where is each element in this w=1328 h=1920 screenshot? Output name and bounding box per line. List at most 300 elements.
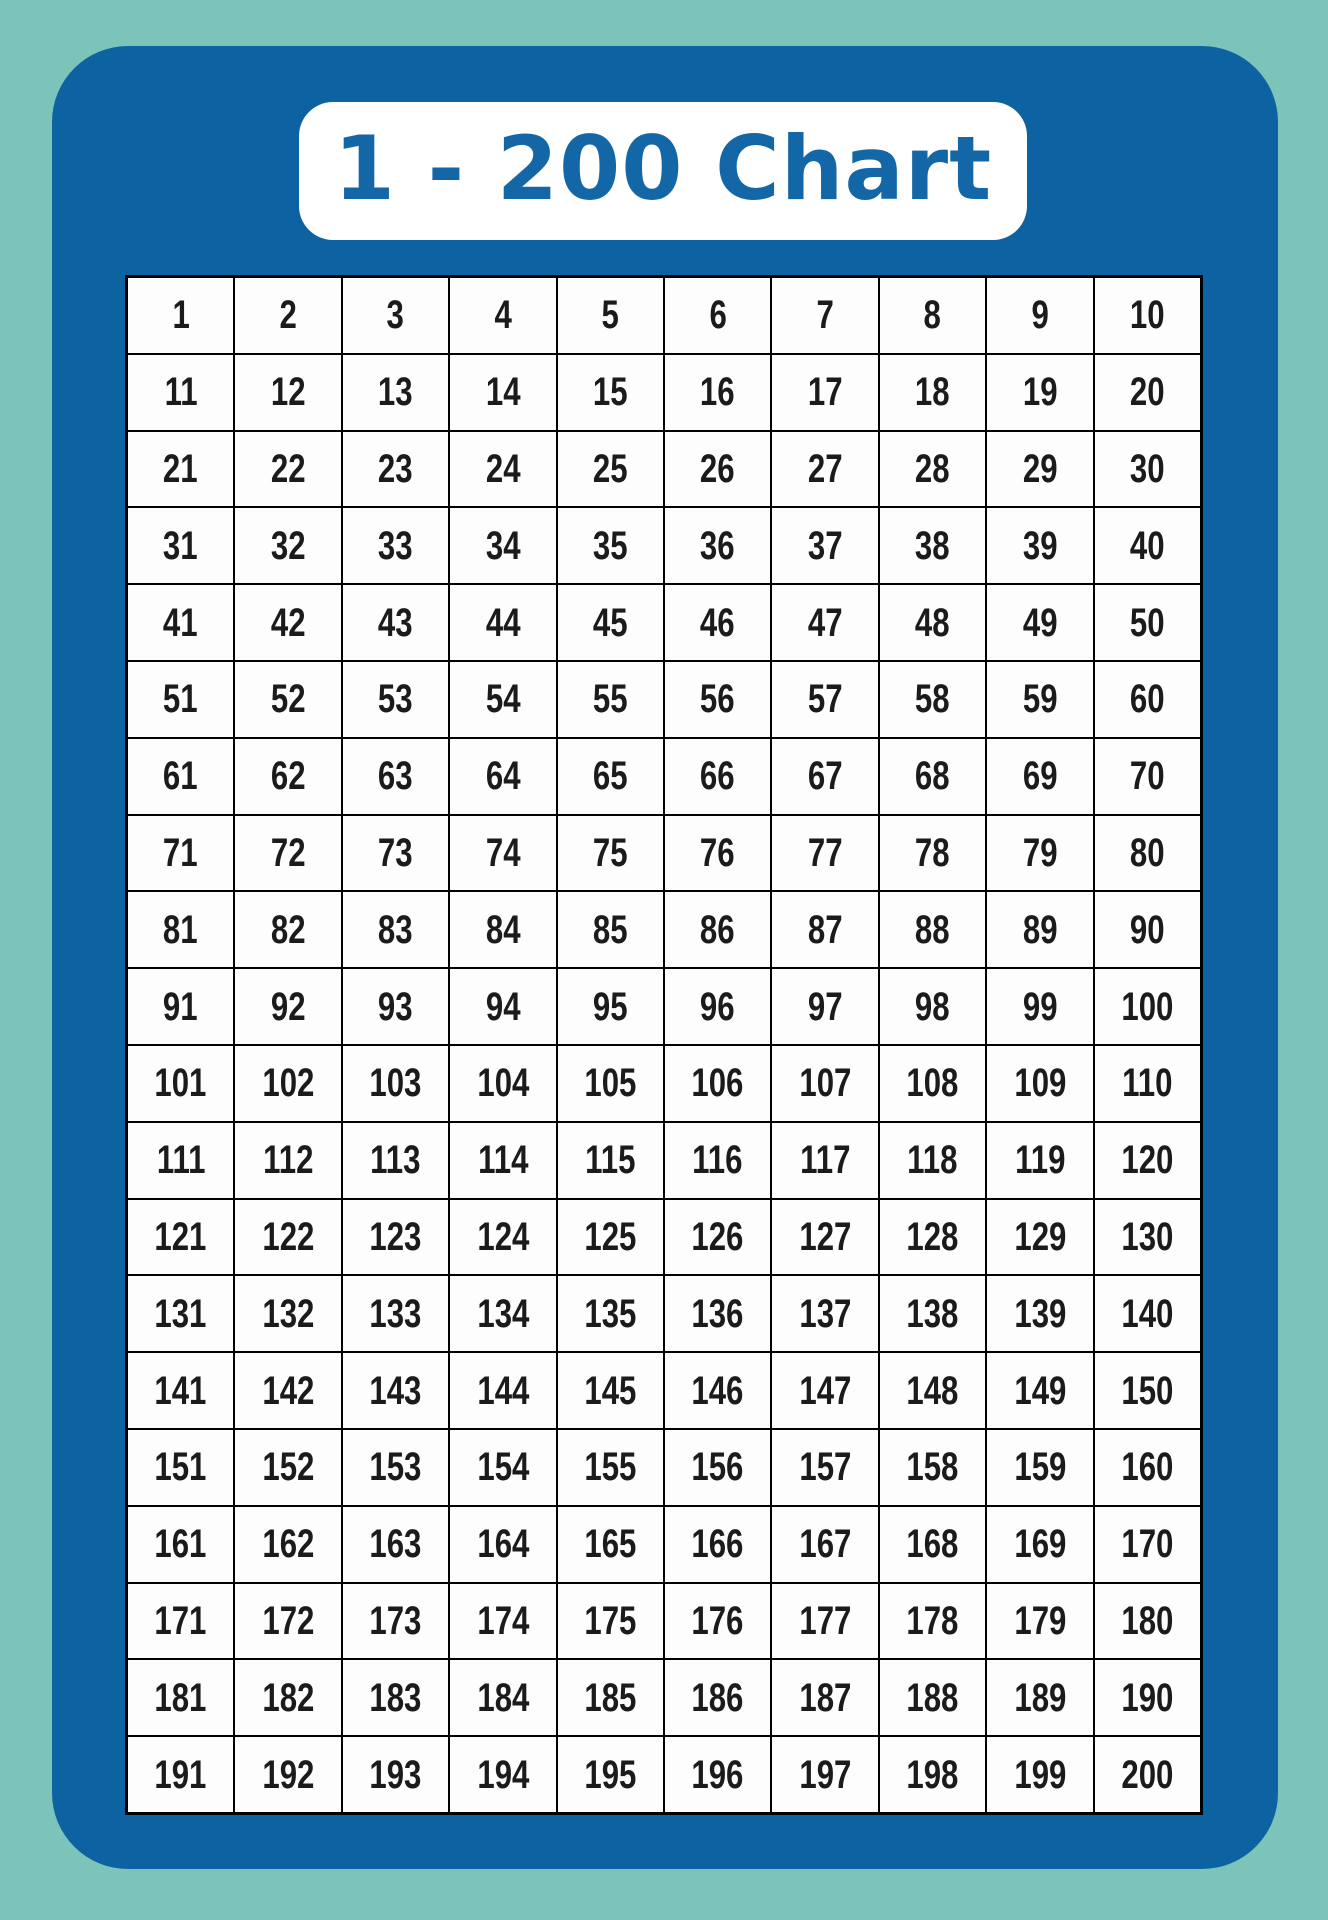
grid-cell-number: 93 <box>378 984 413 1029</box>
grid-cell-number: 120 <box>1121 1138 1174 1183</box>
grid-cell-number: 184 <box>476 1675 529 1720</box>
grid-cell-number: 147 <box>799 1368 852 1413</box>
grid-cell-number: 9 <box>1031 293 1049 338</box>
grid-cell <box>343 585 448 660</box>
grid-cell-number: 164 <box>476 1522 529 1567</box>
grid-cell <box>880 662 985 737</box>
grid-cell <box>128 739 233 814</box>
grid-cell-number: 155 <box>584 1445 637 1490</box>
grid-cell <box>772 1353 877 1428</box>
grid-cell <box>235 1046 340 1121</box>
grid-cell-number: 139 <box>1013 1291 1066 1336</box>
grid-cell <box>343 1276 448 1351</box>
grid-cell <box>880 1507 985 1582</box>
grid-cell-number: 107 <box>799 1061 852 1106</box>
grid-cell <box>772 508 877 583</box>
grid-cell <box>235 1660 340 1735</box>
grid-cell <box>450 1046 555 1121</box>
grid-cell <box>128 1353 233 1428</box>
grid-cell <box>450 1200 555 1275</box>
grid-cell-number: 52 <box>270 677 306 722</box>
grid-cell-number: 186 <box>691 1675 744 1720</box>
grid-cell-number: 82 <box>270 907 306 952</box>
grid-cell <box>558 1353 663 1428</box>
grid-cell <box>772 585 877 660</box>
grid-cell-number: 196 <box>691 1752 744 1797</box>
grid-cell-number: 69 <box>1022 754 1058 799</box>
grid-cell-number: 3 <box>386 293 405 338</box>
grid-cell-number: 172 <box>262 1598 315 1643</box>
grid-cell-number: 70 <box>1129 754 1165 799</box>
grid-cell-number: 45 <box>592 600 628 645</box>
grid-cell-number: 65 <box>592 754 628 799</box>
grid-cell <box>450 1430 555 1505</box>
grid-cell-number: 137 <box>799 1291 852 1336</box>
grid-cell-number: 124 <box>476 1214 529 1259</box>
grid-cell <box>235 1584 340 1659</box>
grid-cell <box>558 1046 663 1121</box>
grid-cell <box>450 1507 555 1582</box>
page-title: 1 - 200 Chart <box>333 117 993 220</box>
grid-cell <box>558 1737 663 1812</box>
grid-cell-number: 77 <box>807 830 843 875</box>
grid-cell-number: 49 <box>1022 600 1058 645</box>
grid-cell <box>665 1584 770 1659</box>
grid-cell-number: 85 <box>592 907 628 952</box>
grid-cell <box>880 816 985 891</box>
grid-cell-number: 91 <box>163 984 199 1029</box>
grid-cell <box>880 1123 985 1198</box>
grid-cell <box>1095 969 1200 1044</box>
grid-cell <box>665 278 770 353</box>
grid-cell <box>772 1200 877 1275</box>
grid-cell <box>665 508 770 583</box>
grid-cell <box>235 1353 340 1428</box>
grid-cell <box>772 432 877 507</box>
grid-cell <box>880 1584 985 1659</box>
grid-cell-number: 188 <box>906 1675 959 1720</box>
grid-cell-number: 141 <box>154 1368 207 1413</box>
grid-cell <box>343 892 448 967</box>
grid-cell <box>343 278 448 353</box>
grid-cell <box>1095 1507 1200 1582</box>
grid-cell-number: 101 <box>154 1061 207 1106</box>
grid-cell-number: 98 <box>915 984 950 1029</box>
grid-cell <box>343 816 448 891</box>
grid-cell <box>987 585 1092 660</box>
grid-cell <box>450 1353 555 1428</box>
grid-cell <box>343 1353 448 1428</box>
grid-cell <box>558 508 663 583</box>
grid-cell-number: 166 <box>691 1522 744 1567</box>
grid-cell-number: 136 <box>691 1291 744 1336</box>
grid-cell-number: 151 <box>154 1445 207 1490</box>
grid-cell-number: 146 <box>691 1368 744 1413</box>
grid-cell <box>987 1276 1092 1351</box>
grid-cell <box>665 1276 770 1351</box>
grid-cell-number: 26 <box>700 446 736 491</box>
grid-cell <box>558 1584 663 1659</box>
grid-cell-number: 92 <box>270 984 306 1029</box>
grid-cell <box>665 892 770 967</box>
grid-cell <box>235 508 340 583</box>
grid-cell-number: 36 <box>700 523 736 568</box>
grid-cell <box>128 1123 233 1198</box>
grid-cell <box>1095 1584 1200 1659</box>
grid-cell-number: 11 <box>164 370 198 415</box>
grid-cell <box>880 432 985 507</box>
grid-cell <box>558 1660 663 1735</box>
grid-cell-number: 138 <box>906 1291 959 1336</box>
grid-cell <box>235 892 340 967</box>
grid-cell <box>450 585 555 660</box>
grid-cell <box>880 1660 985 1735</box>
grid-cell <box>665 432 770 507</box>
grid-cell-number: 21 <box>163 446 199 491</box>
grid-cell <box>987 1046 1092 1121</box>
grid-cell <box>235 969 340 1044</box>
grid-cell <box>987 1507 1092 1582</box>
grid-cell <box>128 508 233 583</box>
grid-cell <box>128 432 233 507</box>
grid-cell-number: 152 <box>262 1445 315 1490</box>
grid-cell <box>128 1046 233 1121</box>
grid-cell <box>665 1507 770 1582</box>
grid-cell-number: 129 <box>1013 1214 1066 1259</box>
grid-cell-number: 33 <box>378 523 413 568</box>
grid-cell <box>880 1276 985 1351</box>
grid-cell <box>235 1123 340 1198</box>
grid-cell <box>880 508 985 583</box>
grid-cell-number: 6 <box>709 293 727 338</box>
grid-cell <box>558 432 663 507</box>
grid-cell-number: 131 <box>154 1291 207 1336</box>
grid-cell <box>128 1660 233 1735</box>
grid-cell <box>1095 355 1200 430</box>
grid-cell <box>450 1660 555 1735</box>
grid-cell-number: 81 <box>163 907 199 952</box>
grid-cell-number: 145 <box>584 1368 637 1413</box>
grid-cell-number: 27 <box>807 446 843 491</box>
grid-cell-number: 43 <box>378 600 413 645</box>
grid-cell <box>772 1660 877 1735</box>
grid-cell-number: 94 <box>485 984 521 1029</box>
grid-cell-number: 115 <box>585 1138 636 1183</box>
grid-cell-number: 12 <box>270 370 306 415</box>
grid-cell <box>772 969 877 1044</box>
grid-cell-number: 148 <box>906 1368 959 1413</box>
grid-cell <box>665 585 770 660</box>
grid-cell <box>128 1430 233 1505</box>
grid-cell <box>665 355 770 430</box>
grid-cell-number: 66 <box>700 754 736 799</box>
grid-cell-number: 149 <box>1013 1368 1066 1413</box>
grid-cell-number: 110 <box>1122 1061 1173 1106</box>
grid-cell <box>772 1123 877 1198</box>
grid-cell-number: 60 <box>1129 677 1165 722</box>
grid-cell <box>128 662 233 737</box>
grid-cell <box>987 1353 1092 1428</box>
grid-cell <box>128 278 233 353</box>
grid-cell <box>450 508 555 583</box>
grid-cell-number: 86 <box>700 907 736 952</box>
grid-cell-number: 194 <box>476 1752 529 1797</box>
grid-cell-number: 76 <box>700 830 736 875</box>
grid-cell <box>1095 1353 1200 1428</box>
grid-cell <box>343 662 448 737</box>
grid-cell-number: 168 <box>906 1522 959 1567</box>
grid-cell-number: 96 <box>700 984 736 1029</box>
grid-cell-number: 134 <box>476 1291 529 1336</box>
grid-cell-number: 56 <box>700 677 736 722</box>
grid-cell <box>343 1737 448 1812</box>
grid-cell-number: 181 <box>154 1675 207 1720</box>
grid-cell <box>343 739 448 814</box>
grid-cell <box>235 1507 340 1582</box>
grid-cell <box>343 1430 448 1505</box>
grid-cell-number: 177 <box>799 1598 852 1643</box>
grid-cell <box>343 355 448 430</box>
grid-cell <box>235 1737 340 1812</box>
grid-cell-number: 17 <box>807 370 843 415</box>
grid-cell-number: 185 <box>584 1675 637 1720</box>
grid-cell <box>235 278 340 353</box>
grid-cell-number: 47 <box>807 600 843 645</box>
grid-cell <box>987 892 1092 967</box>
grid-cell <box>128 1507 233 1582</box>
grid-cell-number: 121 <box>154 1214 207 1259</box>
grid-cell <box>880 1430 985 1505</box>
grid-cell-number: 74 <box>485 830 521 875</box>
grid-cell-number: 154 <box>476 1445 529 1490</box>
grid-cell <box>987 355 1092 430</box>
grid-cell-number: 67 <box>807 754 843 799</box>
grid-cell <box>987 1737 1092 1812</box>
grid-cell-number: 32 <box>270 523 306 568</box>
grid-cell-number: 99 <box>1022 984 1058 1029</box>
grid-cell-number: 132 <box>262 1291 315 1336</box>
grid-cell <box>880 278 985 353</box>
grid-cell <box>450 278 555 353</box>
grid-cell <box>1095 1046 1200 1121</box>
grid-cell <box>235 1200 340 1275</box>
grid-cell-number: 53 <box>378 677 413 722</box>
grid-cell <box>235 432 340 507</box>
grid-cell-number: 83 <box>378 907 413 952</box>
grid-cell <box>880 1737 985 1812</box>
grid-cell <box>772 1507 877 1582</box>
grid-cell-number: 42 <box>270 600 306 645</box>
grid-cell-number: 2 <box>279 293 297 338</box>
grid-cell <box>665 1660 770 1735</box>
grid-cell-number: 75 <box>592 830 628 875</box>
grid-cell <box>772 1737 877 1812</box>
grid-cell-number: 109 <box>1013 1061 1066 1106</box>
grid-cell <box>987 969 1092 1044</box>
grid-cell-number: 192 <box>262 1752 315 1797</box>
grid-cell <box>343 432 448 507</box>
grid-cell <box>450 739 555 814</box>
grid-cell <box>665 1737 770 1812</box>
grid-cell <box>987 662 1092 737</box>
grid-cell-number: 72 <box>270 830 306 875</box>
grid-cell-number: 125 <box>584 1214 637 1259</box>
grid-cell <box>128 1584 233 1659</box>
grid-cell-number: 79 <box>1022 830 1058 875</box>
grid-cell-number: 34 <box>485 523 521 568</box>
grid-cell <box>772 1276 877 1351</box>
grid-cell <box>772 1584 877 1659</box>
grid-cell-number: 133 <box>369 1291 422 1336</box>
grid-cell-number: 23 <box>378 446 413 491</box>
grid-cell <box>1095 662 1200 737</box>
grid-cell <box>665 1046 770 1121</box>
grid-cell-number: 171 <box>154 1598 207 1643</box>
grid-cell-number: 61 <box>163 754 199 799</box>
grid-cell <box>558 892 663 967</box>
grid-cell <box>665 816 770 891</box>
grid-cell-number: 78 <box>915 830 950 875</box>
grid-cell-number: 165 <box>584 1522 637 1567</box>
grid-cell-number: 64 <box>485 754 521 799</box>
grid-cell <box>772 739 877 814</box>
grid-cell <box>558 585 663 660</box>
grid-cell-number: 175 <box>584 1598 637 1643</box>
grid-cell <box>1095 508 1200 583</box>
grid-cell-number: 180 <box>1121 1598 1174 1643</box>
grid-cell <box>235 1430 340 1505</box>
grid-cell <box>1095 1737 1200 1812</box>
grid-cell-number: 35 <box>592 523 628 568</box>
grid-cell-number: 157 <box>799 1445 852 1490</box>
grid-cell-number: 39 <box>1022 523 1058 568</box>
grid-cell-number: 130 <box>1121 1214 1174 1259</box>
grid-cell <box>343 1046 448 1121</box>
grid-cell <box>343 969 448 1044</box>
grid-cell <box>987 1200 1092 1275</box>
grid-cell-number: 128 <box>906 1214 959 1259</box>
grid-cell <box>772 355 877 430</box>
grid-cell-number: 71 <box>163 830 199 875</box>
grid-cell <box>987 816 1092 891</box>
grid-cell-number: 8 <box>923 293 942 338</box>
grid-cell <box>450 816 555 891</box>
grid-cell-number: 7 <box>816 293 834 338</box>
grid-cell-number: 38 <box>915 523 950 568</box>
grid-cell-number: 16 <box>700 370 736 415</box>
grid-cell <box>558 355 663 430</box>
grid-cell-number: 195 <box>584 1752 637 1797</box>
grid-cell-number: 44 <box>485 600 521 645</box>
grid-cell-number: 143 <box>369 1368 422 1413</box>
grid-cell-number: 161 <box>154 1522 207 1567</box>
grid-cell <box>450 892 555 967</box>
grid-cell <box>558 662 663 737</box>
grid-cell-number: 108 <box>906 1061 959 1106</box>
grid-cell <box>1095 1276 1200 1351</box>
grid-cell-number: 127 <box>799 1214 852 1259</box>
grid-cell <box>450 1584 555 1659</box>
grid-cell <box>987 1660 1092 1735</box>
grid-cell-number: 116 <box>692 1138 743 1183</box>
grid-cell-number: 199 <box>1013 1752 1066 1797</box>
grid-cell <box>450 1123 555 1198</box>
grid-cell-number: 176 <box>691 1598 744 1643</box>
grid-cell-number: 104 <box>476 1061 529 1106</box>
grid-cell <box>987 1123 1092 1198</box>
grid-cell-number: 144 <box>476 1368 529 1413</box>
grid-cell <box>128 816 233 891</box>
grid-cell-number: 87 <box>807 907 843 952</box>
grid-cell <box>665 1200 770 1275</box>
grid-cell-number: 97 <box>807 984 843 1029</box>
grid-cell <box>880 1046 985 1121</box>
grid-cell <box>665 969 770 1044</box>
grid-cell <box>450 355 555 430</box>
grid-cell <box>665 1430 770 1505</box>
grid-cell <box>558 816 663 891</box>
grid-cell-number: 140 <box>1121 1291 1174 1336</box>
grid-cell <box>880 969 985 1044</box>
grid-cell-number: 15 <box>592 370 628 415</box>
grid-cell <box>343 1123 448 1198</box>
grid-cell-number: 48 <box>915 600 950 645</box>
grid-cell <box>665 1123 770 1198</box>
grid-cell <box>987 508 1092 583</box>
grid-cell-number: 50 <box>1129 600 1165 645</box>
grid-cell <box>880 892 985 967</box>
grid-cell <box>343 508 448 583</box>
grid-cell <box>558 1430 663 1505</box>
grid-cell <box>450 1737 555 1812</box>
grid-cell-number: 183 <box>369 1675 422 1720</box>
grid-cell-number: 100 <box>1121 984 1174 1029</box>
grid-cell <box>772 662 877 737</box>
grid-cell <box>880 355 985 430</box>
grid-cell <box>772 892 877 967</box>
grid-cell-number: 153 <box>369 1445 422 1490</box>
grid-cell <box>558 739 663 814</box>
grid-cell <box>558 969 663 1044</box>
grid-cell <box>235 355 340 430</box>
grid-cell-number: 20 <box>1129 370 1165 415</box>
grid-cell <box>772 1046 877 1121</box>
grid-cell <box>1095 278 1200 353</box>
grid-cell <box>128 585 233 660</box>
grid-cell-number: 63 <box>378 754 413 799</box>
grid-cell <box>880 739 985 814</box>
grid-cell-number: 24 <box>485 446 521 491</box>
grid-cell-number: 162 <box>262 1522 315 1567</box>
grid-cell-number: 51 <box>163 677 199 722</box>
grid-cell-number: 84 <box>485 907 521 952</box>
grid-cell-number: 14 <box>485 370 521 415</box>
grid-cell-number: 30 <box>1129 446 1165 491</box>
grid-cell-number: 118 <box>907 1138 958 1183</box>
grid-cell <box>343 1584 448 1659</box>
grid-cell-number: 105 <box>584 1061 637 1106</box>
grid-cell-number: 22 <box>270 446 306 491</box>
grid-cell <box>343 1200 448 1275</box>
grid-cell <box>558 1507 663 1582</box>
grid-cell <box>235 739 340 814</box>
grid-cell <box>1095 1123 1200 1198</box>
grid-cell-number: 59 <box>1022 677 1058 722</box>
grid-cell <box>772 278 877 353</box>
grid-cell <box>880 1200 985 1275</box>
grid-cell-number: 159 <box>1013 1445 1066 1490</box>
grid-cell <box>987 739 1092 814</box>
